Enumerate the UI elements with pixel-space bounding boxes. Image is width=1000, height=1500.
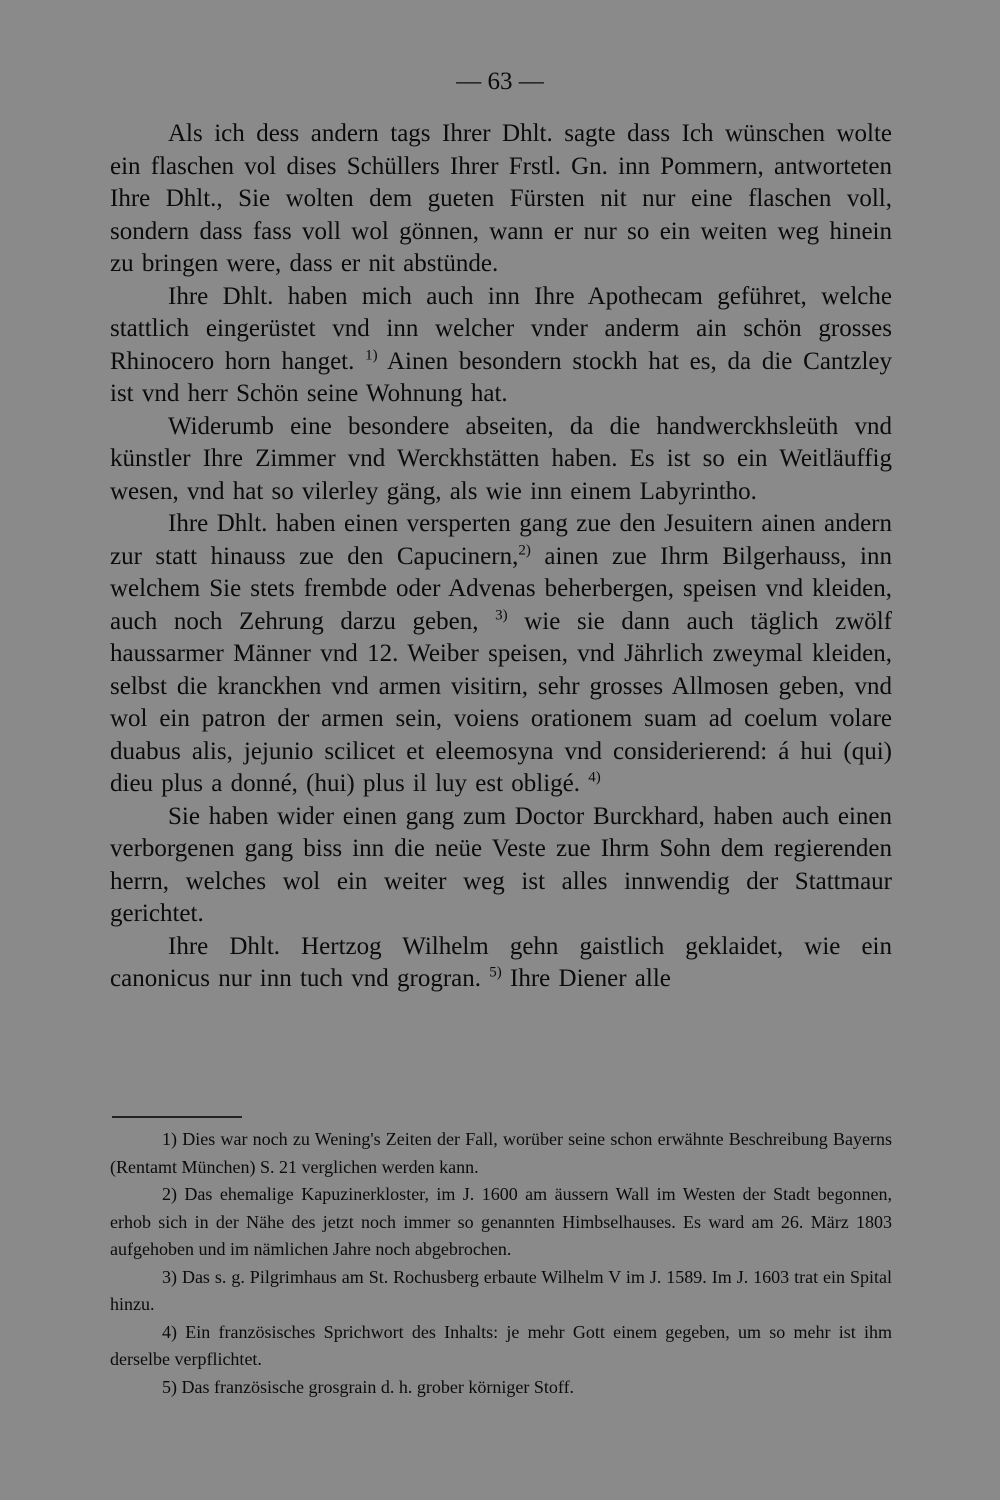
paragraph-text: wie sie dann auch täglich zwölf haussarmer Männer vnd 12. Weiber speisen, vnd Jährlich zweymal kleiden, selbst die kranckhen vnd armen visitirn, sehr grosses Allmosen geben, vnd wol ein patron der armen sein, voiens orationem suam ad coelum volare duabus alis, jejunio scilicet et eleemosyna vnd considerierend: á hui (qui) dieu plus a donné, (hui) plus il luy est obligé. bbox=[110, 607, 893, 797]
footnote-ref-3: 3) bbox=[495, 607, 508, 624]
paragraph-text: Ihre Dhlt. haben einen versperten gang zue den Jesuitern ainen andern zur statt hinauss zue den Capucinern, bbox=[110, 510, 892, 570]
paragraph-text: ainen zue Ihrm Bilgerhauss, inn welchem Sie stets frembde oder Advenas beherbergen, speisen vnd kleiden, auch noch Zehrung darzu geben, bbox=[110, 542, 892, 635]
paragraph-1 bbox=[110, 118, 892, 281]
paragraph-text: Als ich dess andern tags Ihrer Dhlt. sagte dass Ich wünschen wolte ein flaschen vol dises Schüllers Ihrer Frstl. Gn. inn Pommern, antworteten Ihre Dhlt., Sie wolten dem gueten Fürsten nit nur eine flaschen voll, sondern dass fass voll wol gönnen, wann er nur so ein weiten weg hinein zu bringen were, dass er nit abstünde. bbox=[110, 120, 892, 277]
page-number: — 63 — bbox=[456, 68, 544, 95]
paragraph-3 bbox=[110, 411, 892, 509]
paragraph-text: Ihre Diener alle bbox=[510, 965, 671, 992]
footnote-5: 5) Das französische grosgrain d. h. grober körniger Stoff. bbox=[162, 1376, 575, 1397]
paragraph-text: Ihre Dhlt. Hertzog Wilhelm gehn gaistlich geklaidet, wie ein canonicus nur inn tuch vnd grogran. bbox=[110, 932, 892, 992]
footnote-divider bbox=[112, 1116, 242, 1118]
footnote-4: 4) Ein französisches Sprichwort des Inhalts: je mehr Gott einem gegeben, um so mehr ist ihm derselbe verpflichtet. bbox=[110, 1321, 892, 1369]
paragraph-6 bbox=[110, 931, 892, 996]
footnote-2: 2) Das ehemalige Kapuzinerkloster, im J. 1600 am äussern Wall im Westen der Stadt begonnen, erhob sich in der Nähe des jetzt noch immer so genannten Himbselhauses. Es ward am 26. März 1803 aufgehoben und im nämlichen Jahre noch abgebrochen. bbox=[110, 1184, 892, 1259]
footnote-3: 3) Das s. g. Pilgrimhaus am St. Rochusberg erbaute Wilhelm V im J. 1589. Im J. 1603 trat ein Spital hinzu. bbox=[110, 1266, 892, 1314]
paragraph-text: Sie haben wider einen gang zum Doctor Burckhard, haben auch einen verborgenen gang biss inn die neüe Veste zue Ihrm Sohn dem regierenden herrn, welches wol ein weiter weg ist alles innwendig der Stattmaur gerichtet. bbox=[110, 802, 892, 927]
paragraph-text: Ihre Dhlt. haben mich auch inn Ihre Apothecam geführet, welche stattlich eingerüstet vnd inn welcher vnder anderm ain schön grosses Rhinocero horn hanget. bbox=[110, 282, 892, 375]
paragraph-2 bbox=[110, 281, 892, 411]
footnote-1: 1) Dies war noch zu Wening's Zeiten der Fall, worüber seine schon erwähnte Beschreibung Bayerns (Rentamt München) S. 21 verglichen werden kann. bbox=[110, 1129, 892, 1177]
main-text bbox=[110, 118, 892, 996]
footnote-ref-4: 4) bbox=[588, 769, 601, 786]
paragraph-5 bbox=[110, 801, 892, 931]
footnote-ref-2: 2) bbox=[518, 542, 531, 559]
paragraph-text: Widerumb eine besondere abseiten, da die handwerckhsleüth vnd künstler Ihre Zimmer vnd Werckhstätten haben. Es ist so ein Weitläuffig wesen, vnd hat so vilerley gäng, als wie inn einem Labyrintho. bbox=[110, 412, 892, 505]
footnotes bbox=[110, 1126, 892, 1401]
paragraph-4 bbox=[110, 508, 892, 801]
footnote-ref-5: 5) bbox=[489, 964, 502, 981]
paragraph-text: Ainen besondern stockh hat es, da die Cantzley ist vnd herr Schön seine Wohnung hat. bbox=[110, 347, 892, 407]
footnote-ref-1: 1) bbox=[365, 347, 378, 364]
